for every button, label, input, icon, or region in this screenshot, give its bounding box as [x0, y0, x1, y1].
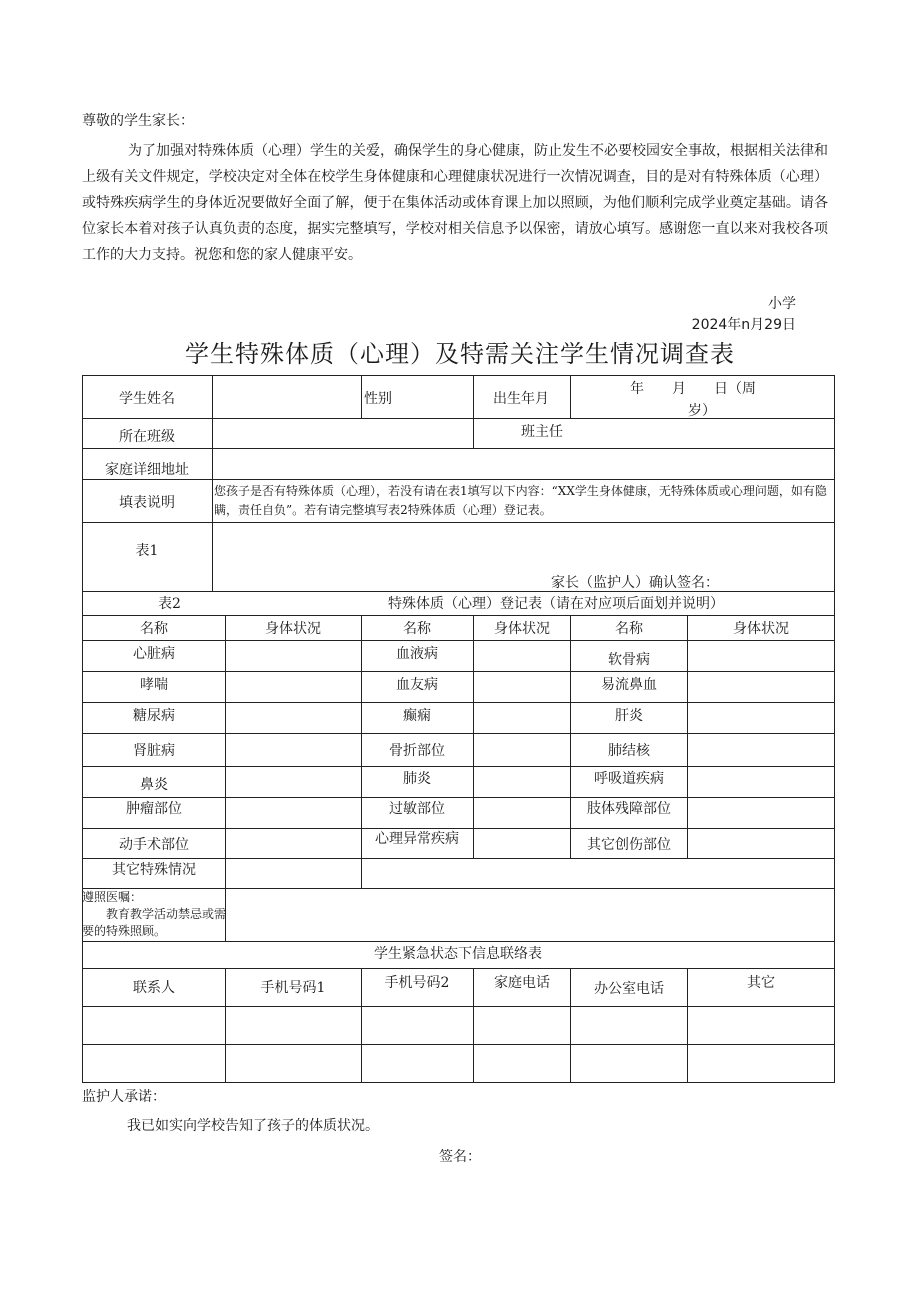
condition-label: 过敏部位 [389, 801, 445, 817]
guardian-promise-text: 我已如实向学校告知了孩子的体质状况。 [127, 1118, 379, 1134]
contact-col-mobile2: 手机号码2 [384, 975, 450, 991]
condition-label: 糖尿病 [133, 708, 175, 724]
condition-label: 血友病 [396, 677, 438, 693]
col-name-3: 名称 [615, 621, 643, 637]
medical-advice-label: 遵照医嘱： 教育教学活动禁忌或需要的特殊照顾。 [82, 890, 227, 938]
col-status-2: 身体状况 [494, 621, 550, 637]
signature-label: 签名： [439, 1149, 481, 1165]
letter-date: 2024年n月29日 [691, 317, 796, 333]
condition-label: 肝炎 [615, 708, 643, 724]
birth-date-line1: 年 月 日（周 [630, 381, 756, 397]
condition-label: 肺炎 [403, 771, 431, 787]
page-title: 学生特殊体质（心理）及特需关注学生情况调查表 [185, 340, 735, 368]
student-name-label: 学生姓名 [119, 391, 175, 407]
condition-label: 易流鼻血 [601, 677, 657, 693]
condition-label: 呼吸道疾病 [594, 771, 664, 787]
gender-label: 性别 [364, 391, 392, 407]
contact-col-person: 联系人 [133, 980, 175, 996]
guardian-sign-label: 家长（监护人）确认签名： [551, 575, 719, 591]
condition-label: 骨折部位 [389, 743, 445, 759]
table2-label: 表2 [158, 596, 181, 612]
birth-date-line2: 岁） [688, 403, 716, 419]
col-status-3: 身体状况 [733, 621, 789, 637]
condition-label: 软骨病 [608, 652, 650, 668]
letter-body: 为了加强对特殊体质（心理）学生的关爱，确保学生的身心健康，防止发生不必要校园安全事故，根据相关法律和上级有关文件规定，学校决定对全体在校学生身体健康和心理健康状况进行一次情况调查，目的是对有特殊体质（心理）或特殊疾病学生的身体近况要做好全面了解，便于在集体活动或体育课上加以照顾，为他们顺利完成学业奠定基础。请各位家长本着对孩子认真负责的态度，据实完整填写，学校对相关信息予以保密，请放心填写。感谢您一直以来对我校各项工作的大力支持。祝您和您的家人健康平安。 [82, 143, 828, 263]
other-special-label: 其它特殊情况 [112, 862, 196, 878]
contact-col-home-phone: 家庭电话 [494, 975, 550, 991]
contact-col-mobile1: 手机号码1 [260, 980, 326, 996]
condition-label: 肾脏病 [133, 743, 175, 759]
instructions-label: 填表说明 [119, 495, 175, 511]
school-name: 小学 [768, 296, 796, 312]
head-teacher-label: 班主任 [521, 424, 563, 440]
condition-label: 动手术部位 [119, 837, 189, 853]
guardian-promise-label: 监护人承诺： [82, 1089, 166, 1105]
col-status-1: 身体状况 [265, 621, 321, 637]
condition-label: 肢体残障部位 [587, 801, 671, 817]
contact-col-office-phone: 办公室电话 [594, 981, 664, 997]
col-name-2: 名称 [403, 621, 431, 637]
address-label: 家庭详细地址 [105, 462, 189, 478]
condition-label: 心脏病 [133, 646, 175, 662]
condition-label: 肿瘤部位 [126, 801, 182, 817]
survey-table [82, 375, 834, 1083]
condition-label: 血液病 [396, 646, 438, 662]
condition-label: 鼻炎 [140, 777, 168, 793]
class-label: 所在班级 [119, 429, 175, 445]
col-name-1: 名称 [140, 621, 168, 637]
table2-title: 特殊体质（心理）登记表（请在对应项后面划并说明） [388, 596, 724, 612]
contact-table-title: 学生紧急状态下信息联络表 [374, 946, 542, 962]
contact-col-other: 其它 [747, 975, 775, 991]
condition-label: 心理异常疾病 [375, 831, 459, 847]
condition-label: 其它创伤部位 [587, 837, 671, 853]
birth-label: 出生年月 [493, 391, 549, 407]
instructions-text: 您孩子是否有特殊体质（心理），若没有请在表1填写以下内容：“XX学生身体健康，无特殊体质或心理问题，如有隐瞒，责任自负”。若有请完整填写表2特殊体质（心理）登记表。 [214, 484, 827, 517]
condition-label: 哮喘 [140, 677, 168, 693]
letter-greeting: 尊敬的学生家长： [82, 113, 194, 129]
condition-label: 癫痫 [403, 708, 431, 724]
condition-label: 肺结核 [608, 743, 650, 759]
table1-label: 表1 [135, 543, 159, 559]
